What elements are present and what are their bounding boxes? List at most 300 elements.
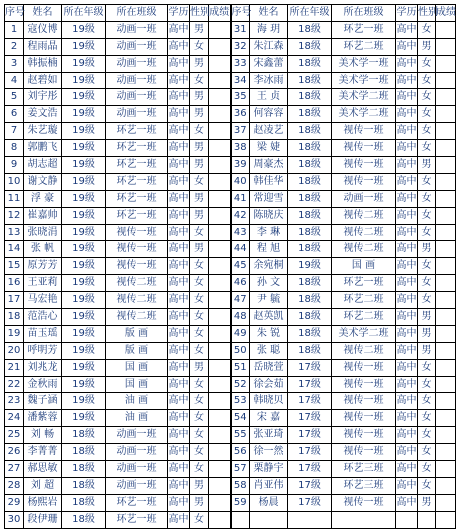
cell-gender: 男 bbox=[418, 38, 436, 55]
roster-sheet bbox=[4, 4, 455, 529]
cell-seq: 2 bbox=[5, 38, 24, 55]
cell-score bbox=[209, 494, 231, 511]
table-row bbox=[5, 258, 456, 275]
cell-name: 潘紫蓉 bbox=[24, 410, 62, 427]
cell-score bbox=[209, 89, 231, 106]
cell-gender: 男 bbox=[190, 207, 209, 224]
cell-gender: 女 bbox=[190, 376, 209, 393]
cell-seq bbox=[231, 511, 250, 528]
cell-grade: 19级 bbox=[62, 376, 106, 393]
cell-class: 国 画 bbox=[106, 359, 168, 376]
cell-education: 高中 bbox=[396, 173, 418, 190]
cell-education: 高中 bbox=[396, 207, 418, 224]
cell-name: 段伊珊 bbox=[24, 511, 62, 528]
cell-gender bbox=[418, 511, 436, 528]
cell-gender: 男 bbox=[190, 241, 209, 258]
cell-class: 视传二班 bbox=[332, 224, 396, 241]
cell-name: 朱江森 bbox=[250, 38, 288, 55]
cell-score bbox=[436, 494, 456, 511]
cell-name: 刘兆龙 bbox=[24, 359, 62, 376]
cell-grade: 19级 bbox=[62, 359, 106, 376]
cell-score bbox=[209, 444, 231, 461]
cell-score bbox=[436, 292, 456, 309]
cell-grade: 17级 bbox=[288, 359, 332, 376]
cell-grade: 19级 bbox=[62, 258, 106, 275]
cell-name: 朱艺璇 bbox=[24, 123, 62, 140]
cell-seq: 14 bbox=[5, 241, 24, 258]
cell-seq: 18 bbox=[5, 309, 24, 326]
table-row bbox=[5, 359, 456, 376]
cell-education: 高中 bbox=[168, 140, 190, 157]
cell-name: 张 帆 bbox=[24, 241, 62, 258]
cell-education: 高中 bbox=[168, 359, 190, 376]
cell-class: 视传一班 bbox=[332, 444, 396, 461]
table-row bbox=[5, 224, 456, 241]
cell-education: 高中 bbox=[396, 72, 418, 89]
cell-gender: 女 bbox=[190, 258, 209, 275]
cell-seq: 33 bbox=[231, 55, 250, 72]
cell-score bbox=[436, 38, 456, 55]
cell-grade: 18级 bbox=[288, 38, 332, 55]
cell-education: 高中 bbox=[396, 140, 418, 157]
cell-gender: 女 bbox=[190, 173, 209, 190]
cell-name: 原芳芳 bbox=[24, 258, 62, 275]
cell-seq: 17 bbox=[5, 292, 24, 309]
cell-class: 视传一班 bbox=[332, 359, 396, 376]
cell-seq: 39 bbox=[231, 157, 250, 174]
cell-name: 陈晓庆 bbox=[250, 207, 288, 224]
cell-education bbox=[396, 511, 418, 528]
cell-education: 高中 bbox=[168, 325, 190, 342]
cell-class: 美术学二班 bbox=[332, 325, 396, 342]
cell-name: 谢文静 bbox=[24, 173, 62, 190]
cell-score bbox=[209, 427, 231, 444]
cell-class: 视传一班 bbox=[332, 123, 396, 140]
roster-body bbox=[5, 21, 456, 528]
table-row bbox=[5, 393, 456, 410]
table-row bbox=[5, 89, 456, 106]
cell-gender: 女 bbox=[418, 292, 436, 309]
cell-seq: 7 bbox=[5, 123, 24, 140]
cell-gender: 女 bbox=[418, 72, 436, 89]
cell-class: 动画一班 bbox=[332, 190, 396, 207]
cell-education: 高中 bbox=[168, 55, 190, 72]
cell-score bbox=[209, 140, 231, 157]
cell-education: 高中 bbox=[168, 309, 190, 326]
cell-score bbox=[209, 342, 231, 359]
cell-score bbox=[436, 21, 456, 38]
cell-grade: 19级 bbox=[62, 325, 106, 342]
cell-score bbox=[209, 224, 231, 241]
cell-class: 版 画 bbox=[106, 325, 168, 342]
table-row bbox=[5, 410, 456, 427]
cell-seq: 41 bbox=[231, 190, 250, 207]
cell-score bbox=[436, 309, 456, 326]
cell-class: 动画一班 bbox=[106, 444, 168, 461]
cell-class: 国 画 bbox=[106, 376, 168, 393]
header-class: 所在班级 bbox=[332, 5, 396, 22]
cell-grade: 17级 bbox=[288, 444, 332, 461]
cell-gender: 女 bbox=[418, 359, 436, 376]
cell-score bbox=[209, 359, 231, 376]
cell-class: 环艺二班 bbox=[332, 309, 396, 326]
cell-class: 环艺二班 bbox=[332, 292, 396, 309]
cell-seq: 24 bbox=[5, 410, 24, 427]
cell-gender: 女 bbox=[190, 325, 209, 342]
cell-education: 高中 bbox=[396, 275, 418, 292]
cell-seq: 45 bbox=[231, 258, 250, 275]
cell-class: 环艺一班 bbox=[332, 275, 396, 292]
cell-class: 环艺三班 bbox=[332, 477, 396, 494]
table-row bbox=[5, 157, 456, 174]
cell-grade: 18级 bbox=[288, 224, 332, 241]
cell-grade: 17级 bbox=[288, 494, 332, 511]
cell-name: 崔嘉帅 bbox=[24, 207, 62, 224]
cell-gender: 女 bbox=[418, 477, 436, 494]
cell-gender: 男 bbox=[418, 342, 436, 359]
cell-grade: 18级 bbox=[288, 140, 332, 157]
cell-class: 版 画 bbox=[106, 342, 168, 359]
cell-seq: 26 bbox=[5, 444, 24, 461]
cell-class: 视传二班 bbox=[106, 309, 168, 326]
cell-class: 环艺二班 bbox=[332, 38, 396, 55]
header-grade: 所在年级 bbox=[288, 5, 332, 22]
table-row bbox=[5, 140, 456, 157]
cell-gender: 女 bbox=[190, 393, 209, 410]
cell-name: 宋鑫蕾 bbox=[250, 55, 288, 72]
cell-name: 李 琳 bbox=[250, 224, 288, 241]
cell-grade: 19级 bbox=[62, 410, 106, 427]
cell-education: 高中 bbox=[396, 477, 418, 494]
cell-seq: 23 bbox=[5, 393, 24, 410]
cell-name: 周豪杰 bbox=[250, 157, 288, 174]
cell-class: 动画一班 bbox=[106, 477, 168, 494]
cell-grade: 19级 bbox=[62, 72, 106, 89]
header-row bbox=[5, 5, 456, 22]
cell-score bbox=[209, 207, 231, 224]
cell-education: 高中 bbox=[396, 241, 418, 258]
table-row bbox=[5, 173, 456, 190]
cell-education: 高中 bbox=[168, 511, 190, 528]
cell-name: 程 旭 bbox=[250, 241, 288, 258]
cell-grade: 18级 bbox=[62, 427, 106, 444]
cell-education: 高中 bbox=[168, 494, 190, 511]
cell-name: 魏子涵 bbox=[24, 393, 62, 410]
cell-seq: 36 bbox=[231, 106, 250, 123]
cell-name: 苗玉瑶 bbox=[24, 325, 62, 342]
cell-grade: 19级 bbox=[62, 38, 106, 55]
cell-name: 王亚莉 bbox=[24, 275, 62, 292]
cell-class: 视传二班 bbox=[332, 241, 396, 258]
cell-education: 高中 bbox=[168, 342, 190, 359]
cell-class: 视传一班 bbox=[332, 157, 396, 174]
table-row bbox=[5, 72, 456, 89]
cell-education: 高中 bbox=[396, 157, 418, 174]
cell-class: 美术学二班 bbox=[332, 106, 396, 123]
cell-gender: 女 bbox=[190, 224, 209, 241]
cell-gender: 男 bbox=[190, 157, 209, 174]
cell-class: 油 画 bbox=[106, 410, 168, 427]
cell-grade: 19级 bbox=[62, 55, 106, 72]
cell-score bbox=[209, 275, 231, 292]
cell-score bbox=[209, 309, 231, 326]
table-row bbox=[5, 342, 456, 359]
cell-gender: 女 bbox=[190, 427, 209, 444]
cell-education: 高中 bbox=[396, 89, 418, 106]
cell-gender: 男 bbox=[190, 140, 209, 157]
cell-seq: 32 bbox=[231, 38, 250, 55]
cell-grade: 19级 bbox=[62, 292, 106, 309]
cell-education: 高中 bbox=[168, 21, 190, 38]
cell-grade: 18级 bbox=[288, 325, 332, 342]
cell-score bbox=[436, 325, 456, 342]
cell-gender: 男 bbox=[190, 89, 209, 106]
cell-seq: 6 bbox=[5, 106, 24, 123]
cell-grade: 18级 bbox=[288, 342, 332, 359]
cell-education: 高中 bbox=[168, 461, 190, 478]
cell-class: 环艺三班 bbox=[332, 461, 396, 478]
cell-score bbox=[209, 55, 231, 72]
cell-class: 环艺一班 bbox=[106, 173, 168, 190]
table-row bbox=[5, 55, 456, 72]
header-gender: 性别 bbox=[190, 5, 209, 22]
cell-name bbox=[250, 511, 288, 528]
cell-grade: 18级 bbox=[288, 275, 332, 292]
cell-education: 高中 bbox=[168, 292, 190, 309]
cell-score bbox=[209, 38, 231, 55]
cell-score bbox=[209, 241, 231, 258]
cell-score bbox=[436, 275, 456, 292]
cell-gender: 女 bbox=[418, 275, 436, 292]
cell-class: 动画一班 bbox=[106, 72, 168, 89]
cell-class: 美术学二班 bbox=[332, 89, 396, 106]
cell-seq: 29 bbox=[5, 494, 24, 511]
cell-education: 高中 bbox=[168, 241, 190, 258]
cell-education: 高中 bbox=[396, 123, 418, 140]
cell-grade: 18级 bbox=[288, 21, 332, 38]
cell-seq: 44 bbox=[231, 241, 250, 258]
cell-name: 马宏艳 bbox=[24, 292, 62, 309]
cell-seq: 58 bbox=[231, 477, 250, 494]
cell-name: 李菁菁 bbox=[24, 444, 62, 461]
cell-score bbox=[436, 511, 456, 528]
cell-score bbox=[209, 511, 231, 528]
cell-grade: 19级 bbox=[62, 275, 106, 292]
cell-name: 金秋雨 bbox=[24, 376, 62, 393]
cell-seq: 43 bbox=[231, 224, 250, 241]
cell-name: 肖亚伟 bbox=[250, 477, 288, 494]
cell-gender: 女 bbox=[190, 461, 209, 478]
cell-gender: 女 bbox=[418, 21, 436, 38]
cell-name: 刘 畅 bbox=[24, 427, 62, 444]
table-row bbox=[5, 427, 456, 444]
cell-name: 韩佳华 bbox=[250, 173, 288, 190]
cell-seq: 13 bbox=[5, 224, 24, 241]
cell-grade: 19级 bbox=[62, 190, 106, 207]
cell-score bbox=[436, 207, 456, 224]
cell-name: 余宛桐 bbox=[250, 258, 288, 275]
cell-class: 视传二班 bbox=[332, 207, 396, 224]
cell-education: 高中 bbox=[396, 190, 418, 207]
cell-score bbox=[209, 190, 231, 207]
cell-education: 高中 bbox=[396, 309, 418, 326]
cell-class: 环艺一班 bbox=[106, 140, 168, 157]
header-score: 成绩 bbox=[209, 5, 231, 22]
header-name: 姓名 bbox=[250, 5, 288, 22]
cell-name: 海 玥 bbox=[250, 21, 288, 38]
cell-class bbox=[332, 511, 396, 528]
cell-name: 赵碧如 bbox=[24, 72, 62, 89]
cell-seq: 37 bbox=[231, 123, 250, 140]
cell-name: 刘 超 bbox=[24, 477, 62, 494]
cell-class: 环艺一班 bbox=[106, 511, 168, 528]
cell-score bbox=[209, 376, 231, 393]
cell-gender: 女 bbox=[418, 207, 436, 224]
cell-gender: 女 bbox=[190, 342, 209, 359]
cell-gender: 女 bbox=[418, 224, 436, 241]
cell-seq: 27 bbox=[5, 461, 24, 478]
table-row bbox=[5, 309, 456, 326]
cell-grade: 18级 bbox=[288, 106, 332, 123]
cell-education: 高中 bbox=[168, 477, 190, 494]
cell-class: 动画一班 bbox=[106, 427, 168, 444]
cell-class: 视传一班 bbox=[106, 258, 168, 275]
cell-seq: 12 bbox=[5, 207, 24, 224]
cell-education: 高中 bbox=[396, 258, 418, 275]
cell-education: 高中 bbox=[396, 359, 418, 376]
cell-gender: 女 bbox=[190, 444, 209, 461]
cell-score bbox=[436, 123, 456, 140]
cell-score bbox=[436, 342, 456, 359]
cell-gender: 女 bbox=[418, 427, 436, 444]
cell-gender: 男 bbox=[418, 241, 436, 258]
cell-seq: 48 bbox=[231, 309, 250, 326]
student-roster-table bbox=[4, 4, 456, 529]
cell-grade: 18级 bbox=[288, 309, 332, 326]
table-row bbox=[5, 123, 456, 140]
cell-name: 张 聪 bbox=[250, 342, 288, 359]
cell-seq: 22 bbox=[5, 376, 24, 393]
header-name: 姓名 bbox=[24, 5, 62, 22]
cell-class: 视传一班 bbox=[332, 494, 396, 511]
cell-grade: 18级 bbox=[288, 55, 332, 72]
cell-gender: 男 bbox=[418, 309, 436, 326]
cell-education: 高中 bbox=[168, 106, 190, 123]
cell-score bbox=[436, 444, 456, 461]
cell-class: 视传一班 bbox=[332, 173, 396, 190]
cell-education: 高中 bbox=[396, 461, 418, 478]
cell-name: 梁 婕 bbox=[250, 140, 288, 157]
table-row bbox=[5, 190, 456, 207]
table-row bbox=[5, 292, 456, 309]
cell-class: 视传一班 bbox=[106, 224, 168, 241]
cell-seq: 25 bbox=[5, 427, 24, 444]
cell-education: 高中 bbox=[168, 157, 190, 174]
header-seq: 序号 bbox=[231, 5, 250, 22]
cell-class: 动画一班 bbox=[106, 106, 168, 123]
cell-gender: 女 bbox=[418, 190, 436, 207]
table-row bbox=[5, 275, 456, 292]
cell-gender: 男 bbox=[190, 494, 209, 511]
cell-score bbox=[436, 410, 456, 427]
cell-gender: 女 bbox=[418, 258, 436, 275]
cell-education: 高中 bbox=[168, 275, 190, 292]
cell-grade: 19级 bbox=[62, 123, 106, 140]
cell-grade: 19级 bbox=[62, 21, 106, 38]
table-row bbox=[5, 325, 456, 342]
cell-score bbox=[209, 477, 231, 494]
cell-gender: 女 bbox=[418, 140, 436, 157]
cell-gender: 女 bbox=[190, 309, 209, 326]
cell-gender: 女 bbox=[418, 89, 436, 106]
cell-seq: 19 bbox=[5, 325, 24, 342]
cell-class: 环艺一班 bbox=[106, 190, 168, 207]
cell-gender: 男 bbox=[418, 494, 436, 511]
cell-class: 环艺一班 bbox=[106, 494, 168, 511]
cell-class: 动画一班 bbox=[106, 55, 168, 72]
cell-seq: 54 bbox=[231, 410, 250, 427]
cell-class: 动画一班 bbox=[106, 21, 168, 38]
cell-education: 高中 bbox=[396, 21, 418, 38]
table-row bbox=[5, 477, 456, 494]
cell-seq: 51 bbox=[231, 359, 250, 376]
cell-score bbox=[436, 157, 456, 174]
cell-score bbox=[436, 393, 456, 410]
table-row bbox=[5, 376, 456, 393]
cell-gender: 女 bbox=[418, 123, 436, 140]
cell-class: 美术学一班 bbox=[332, 72, 396, 89]
cell-name: 张亚琦 bbox=[250, 427, 288, 444]
cell-gender: 女 bbox=[418, 173, 436, 190]
cell-class: 环艺一班 bbox=[332, 21, 396, 38]
cell-seq: 16 bbox=[5, 275, 24, 292]
cell-education: 高中 bbox=[396, 38, 418, 55]
header-grade: 所在年级 bbox=[62, 5, 106, 22]
cell-grade: 18级 bbox=[62, 494, 106, 511]
cell-score bbox=[436, 241, 456, 258]
cell-seq: 46 bbox=[231, 275, 250, 292]
cell-education: 高中 bbox=[396, 444, 418, 461]
cell-class: 视传一班 bbox=[332, 140, 396, 157]
cell-gender: 女 bbox=[190, 511, 209, 528]
cell-name: 郭鹏飞 bbox=[24, 140, 62, 157]
cell-education: 高中 bbox=[396, 224, 418, 241]
table-row bbox=[5, 207, 456, 224]
cell-class: 视传二班 bbox=[332, 342, 396, 359]
cell-education: 高中 bbox=[396, 292, 418, 309]
cell-class: 环艺一班 bbox=[106, 123, 168, 140]
cell-class: 环艺一班 bbox=[106, 157, 168, 174]
header-education: 学历 bbox=[396, 5, 418, 22]
cell-seq: 40 bbox=[231, 173, 250, 190]
cell-name: 杨晨 bbox=[250, 494, 288, 511]
cell-seq: 50 bbox=[231, 342, 250, 359]
cell-name: 宋 嘉 bbox=[250, 410, 288, 427]
table-row bbox=[5, 106, 456, 123]
cell-education: 高中 bbox=[168, 190, 190, 207]
cell-education: 高中 bbox=[168, 427, 190, 444]
cell-gender: 男 bbox=[190, 359, 209, 376]
cell-class: 动画一班 bbox=[106, 461, 168, 478]
cell-gender: 女 bbox=[190, 292, 209, 309]
cell-education: 高中 bbox=[396, 325, 418, 342]
cell-name: 姜文浩 bbox=[24, 106, 62, 123]
cell-grade: 17级 bbox=[288, 393, 332, 410]
cell-score bbox=[209, 292, 231, 309]
cell-gender: 女 bbox=[418, 376, 436, 393]
cell-grade: 18级 bbox=[62, 461, 106, 478]
cell-name: 孙 文 bbox=[250, 275, 288, 292]
